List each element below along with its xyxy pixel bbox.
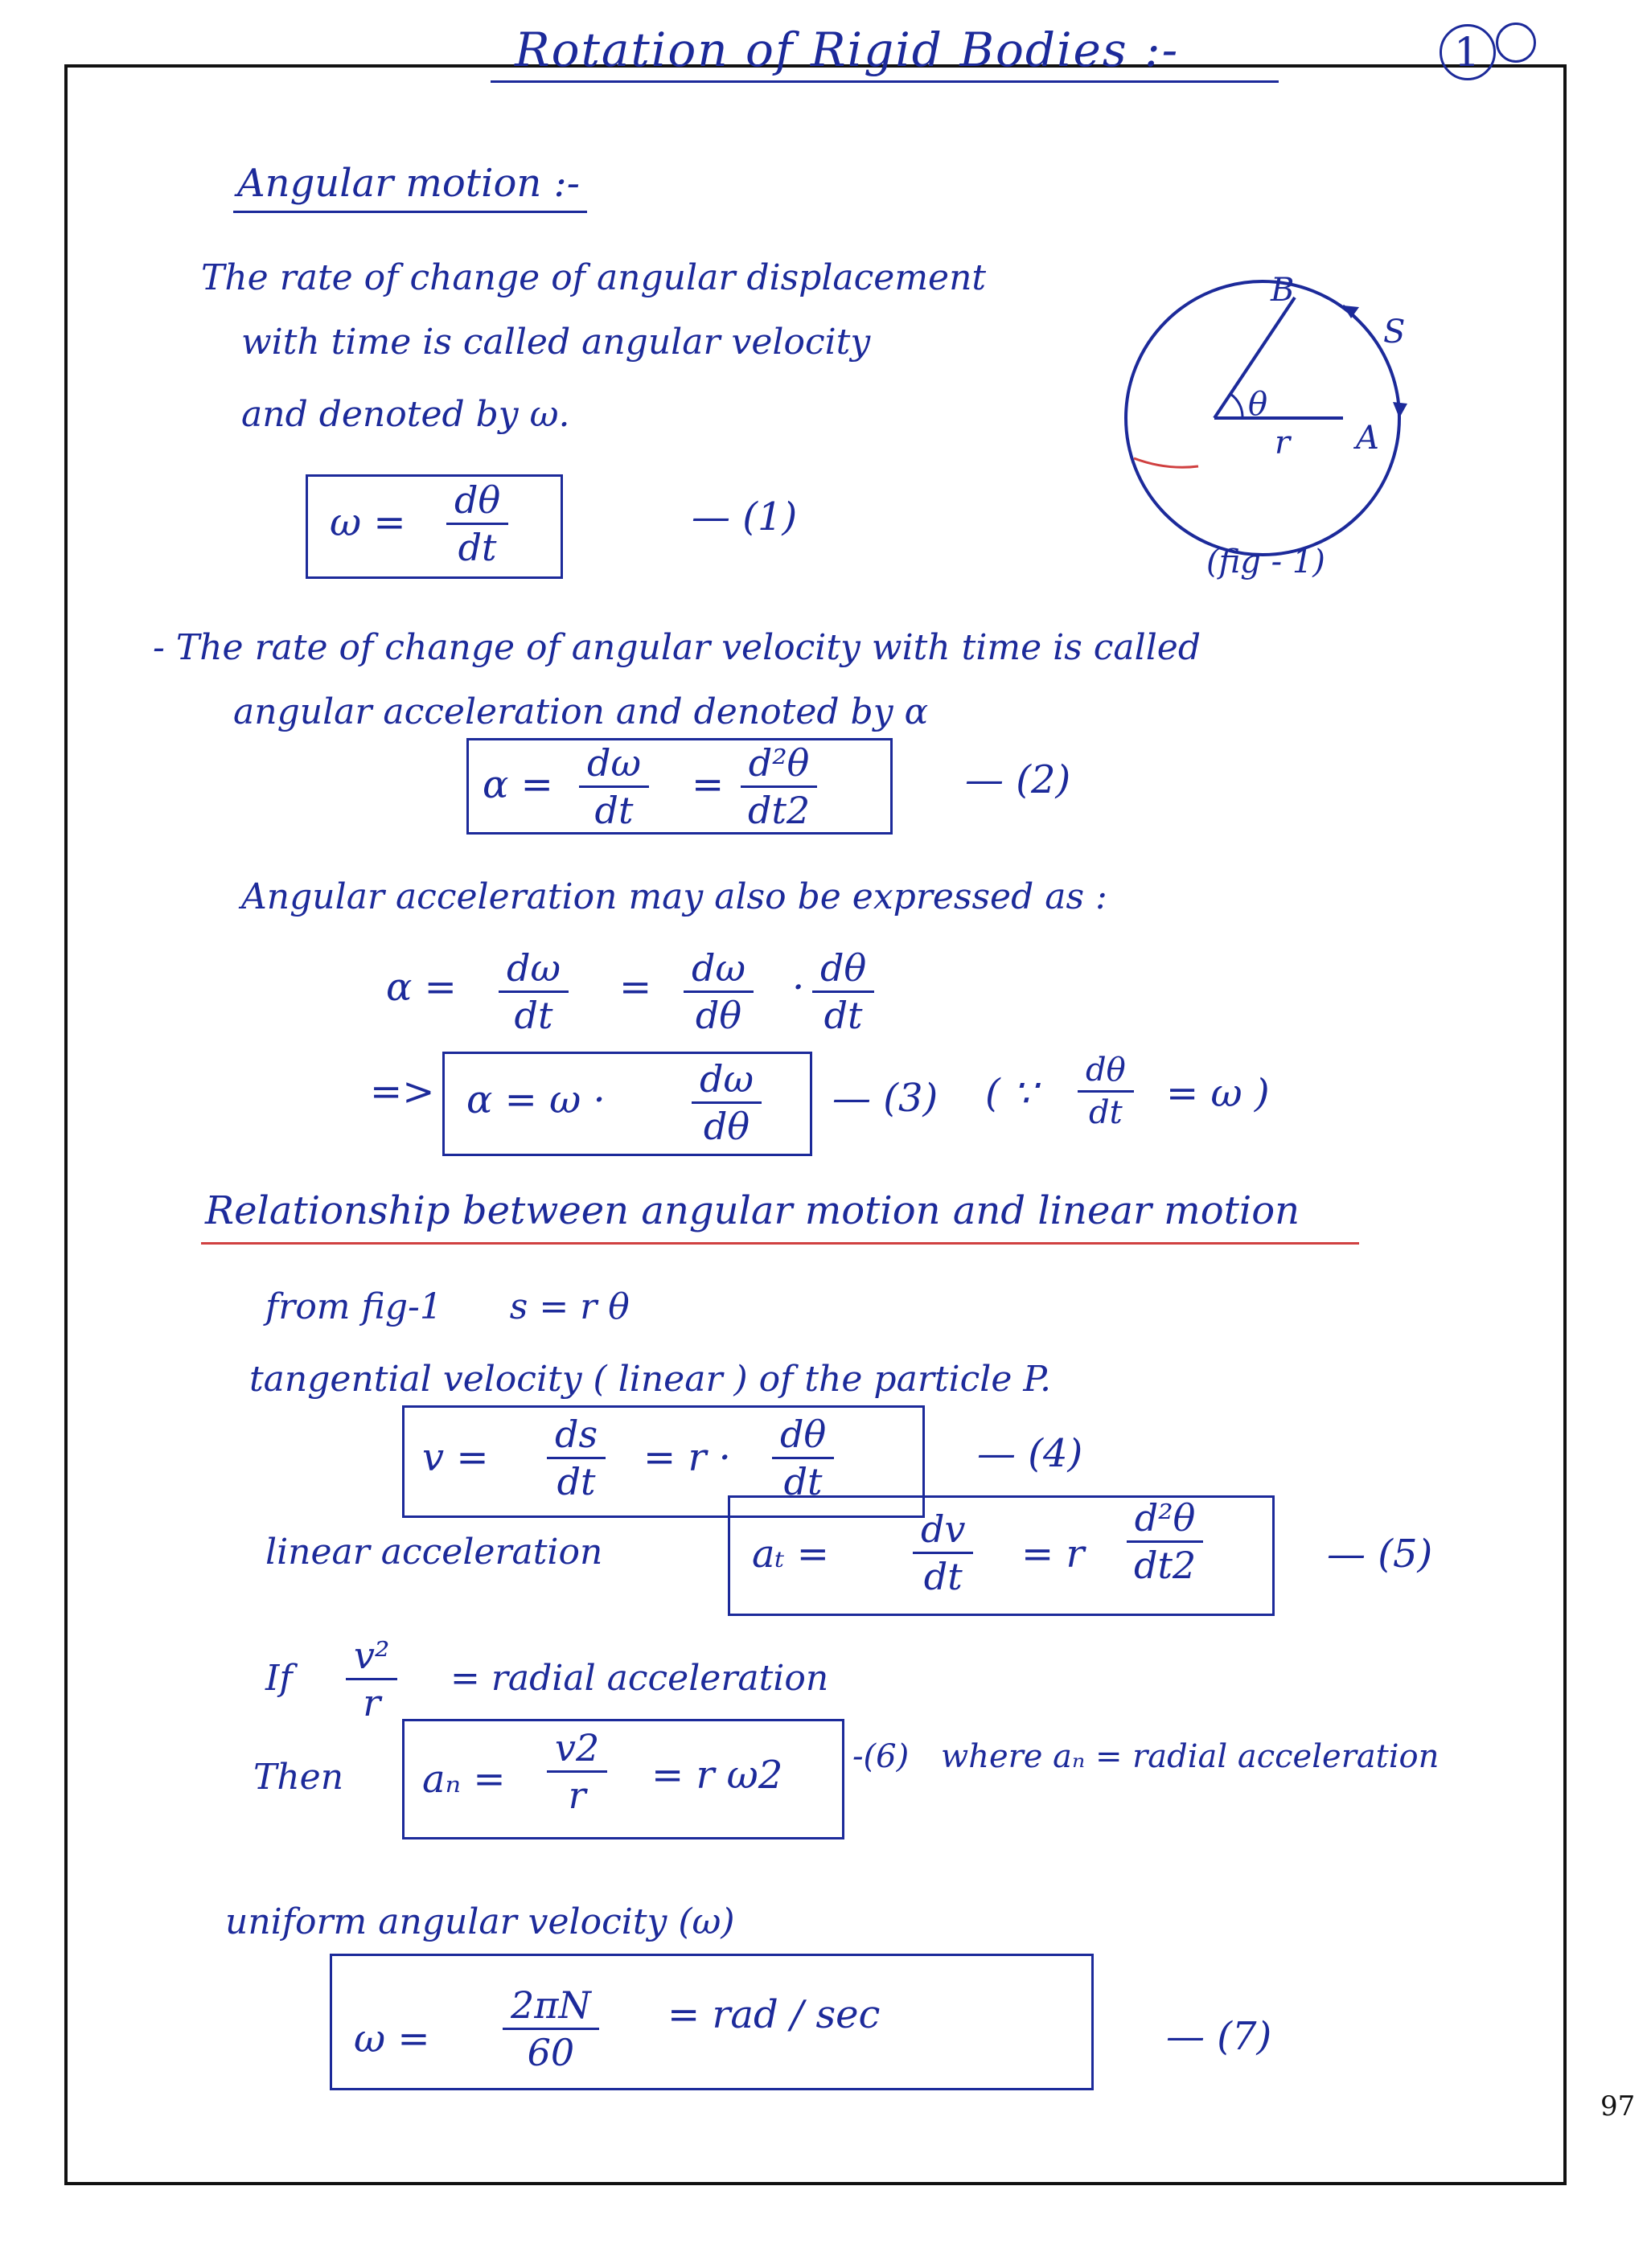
numerator: dω xyxy=(499,949,569,993)
equals-sign: = xyxy=(619,965,652,1010)
text-line: - The rate of change of angular velocity with time is called xyxy=(153,627,1201,668)
fraction xyxy=(446,478,508,570)
text-line: tangential velocity ( linear ) of the particle P. xyxy=(249,1359,1052,1400)
fraction xyxy=(1078,1053,1134,1130)
title-underline xyxy=(491,80,1279,83)
equation-mid: = r ω2 xyxy=(651,1753,783,1798)
denominator: r xyxy=(363,1681,381,1725)
text-suffix: = radial acceleration xyxy=(450,1658,829,1699)
fraction xyxy=(547,1726,607,1818)
equation-lhs: α = xyxy=(386,965,457,1010)
equation-lhs: aₜ = xyxy=(752,1532,829,1577)
figure-label-a: A xyxy=(1356,420,1379,457)
numerator: d²θ xyxy=(741,744,818,788)
figure-caption: (fig - 1) xyxy=(1206,543,1325,580)
numerator: d²θ xyxy=(1127,1499,1204,1543)
equation-tag: — (3) xyxy=(832,1076,939,1121)
denominator: dt xyxy=(923,1555,963,1599)
equation-note: where aₙ = radial acceleration xyxy=(941,1738,1440,1775)
fraction xyxy=(812,946,874,1038)
fraction xyxy=(692,1057,762,1149)
numerator: dθ xyxy=(772,1415,834,1459)
equation-mid: = r · xyxy=(643,1435,731,1480)
numerator: dω xyxy=(684,949,754,993)
text-line: uniform angular velocity (ω) xyxy=(225,1901,735,1942)
fraction xyxy=(547,1415,606,1502)
equation-lhs: α = xyxy=(483,762,553,807)
fraction xyxy=(740,741,818,833)
numerator: dω xyxy=(692,1060,762,1104)
equation-prefix: Then xyxy=(253,1757,344,1798)
denominator: dt xyxy=(557,1460,596,1504)
equation-rest: = rad / sec xyxy=(667,1992,881,2037)
equation-lhs: aₙ = xyxy=(422,1757,506,1802)
denominator: dt2 xyxy=(1134,1544,1197,1588)
figure-label-b: B xyxy=(1271,272,1295,309)
fraction xyxy=(503,1983,599,2075)
page-title: Rotation of Rigid Bodies :- xyxy=(515,23,1180,77)
page-number: 97 xyxy=(1600,2090,1636,2122)
figure-label-r: r xyxy=(1275,424,1291,461)
denominator: dθ xyxy=(703,1105,750,1149)
heading-underline xyxy=(233,211,587,213)
equals-sign: = xyxy=(692,762,725,807)
fraction xyxy=(772,1415,834,1502)
denominator: dt2 xyxy=(748,789,811,833)
equation-lhs: ω = xyxy=(330,500,406,545)
denominator: dt xyxy=(458,526,497,570)
figure-label-s: S xyxy=(1383,314,1406,351)
equation-lhs: v = xyxy=(422,1435,489,1480)
fraction xyxy=(499,946,569,1038)
denominator: dt xyxy=(514,994,553,1038)
text-line: Angular acceleration may also be expressed as : xyxy=(241,876,1107,917)
fraction xyxy=(1126,1496,1204,1588)
numerator: v² xyxy=(346,1636,397,1680)
equation-tag: — (1) xyxy=(692,494,798,539)
section-heading-relationship: Relationship between angular motion and linear motion xyxy=(205,1188,1300,1233)
equation-prefix: linear acceleration xyxy=(265,1532,603,1573)
equation-lhs: ω = xyxy=(354,2016,430,2061)
denominator: dt xyxy=(783,1460,823,1504)
numerator: dθ xyxy=(446,481,508,525)
denominator: r xyxy=(568,1774,586,1818)
page-marker-circle xyxy=(1496,23,1536,63)
page-marker: 1 xyxy=(1440,24,1496,80)
implies-arrow: => xyxy=(370,1069,435,1114)
equation-mid: = r xyxy=(1021,1532,1085,1577)
equation-tag: — (5) xyxy=(1327,1532,1433,1577)
equation-tag: — (2) xyxy=(965,757,1071,802)
numerator: dθ xyxy=(812,949,874,993)
equation-tag: — (7) xyxy=(1166,2014,1272,2059)
numerator: v2 xyxy=(547,1729,607,1773)
note-close: = ω ) xyxy=(1166,1071,1270,1116)
numerator: 2πN xyxy=(503,1986,599,2030)
fraction xyxy=(913,1507,973,1599)
section-heading-angular-motion: Angular motion :- xyxy=(237,161,580,206)
denominator: dt xyxy=(1089,1094,1123,1131)
equation-tag: -(6) xyxy=(852,1738,910,1775)
heading-underline xyxy=(201,1242,1359,1245)
dot-operator: · xyxy=(792,965,805,1010)
numerator: dθ xyxy=(1078,1053,1134,1093)
fraction xyxy=(346,1636,397,1723)
equation-tag: — (4) xyxy=(977,1431,1083,1476)
denominator: dt xyxy=(824,994,863,1038)
figure-label-theta: θ xyxy=(1248,386,1268,423)
text-line: angular acceleration and denoted by α xyxy=(233,691,929,732)
fraction xyxy=(684,946,754,1038)
numerator: dω xyxy=(579,744,649,788)
denominator: 60 xyxy=(527,2031,575,2075)
text-line: and denoted by ω. xyxy=(241,394,570,435)
text-line: from fig-1 s = r θ xyxy=(265,1286,630,1327)
denominator: dθ xyxy=(695,994,742,1038)
fraction xyxy=(579,741,649,833)
note-open: ( ∵ xyxy=(985,1071,1037,1116)
text-line: with time is called angular velocity xyxy=(241,322,871,363)
text-line: The rate of change of angular displacement xyxy=(201,257,987,298)
text-prefix: If xyxy=(265,1658,293,1699)
equation-lhs: α = ω · xyxy=(466,1077,606,1122)
denominator: dt xyxy=(594,789,634,833)
numerator: ds xyxy=(547,1415,606,1459)
numerator: dv xyxy=(913,1510,973,1554)
